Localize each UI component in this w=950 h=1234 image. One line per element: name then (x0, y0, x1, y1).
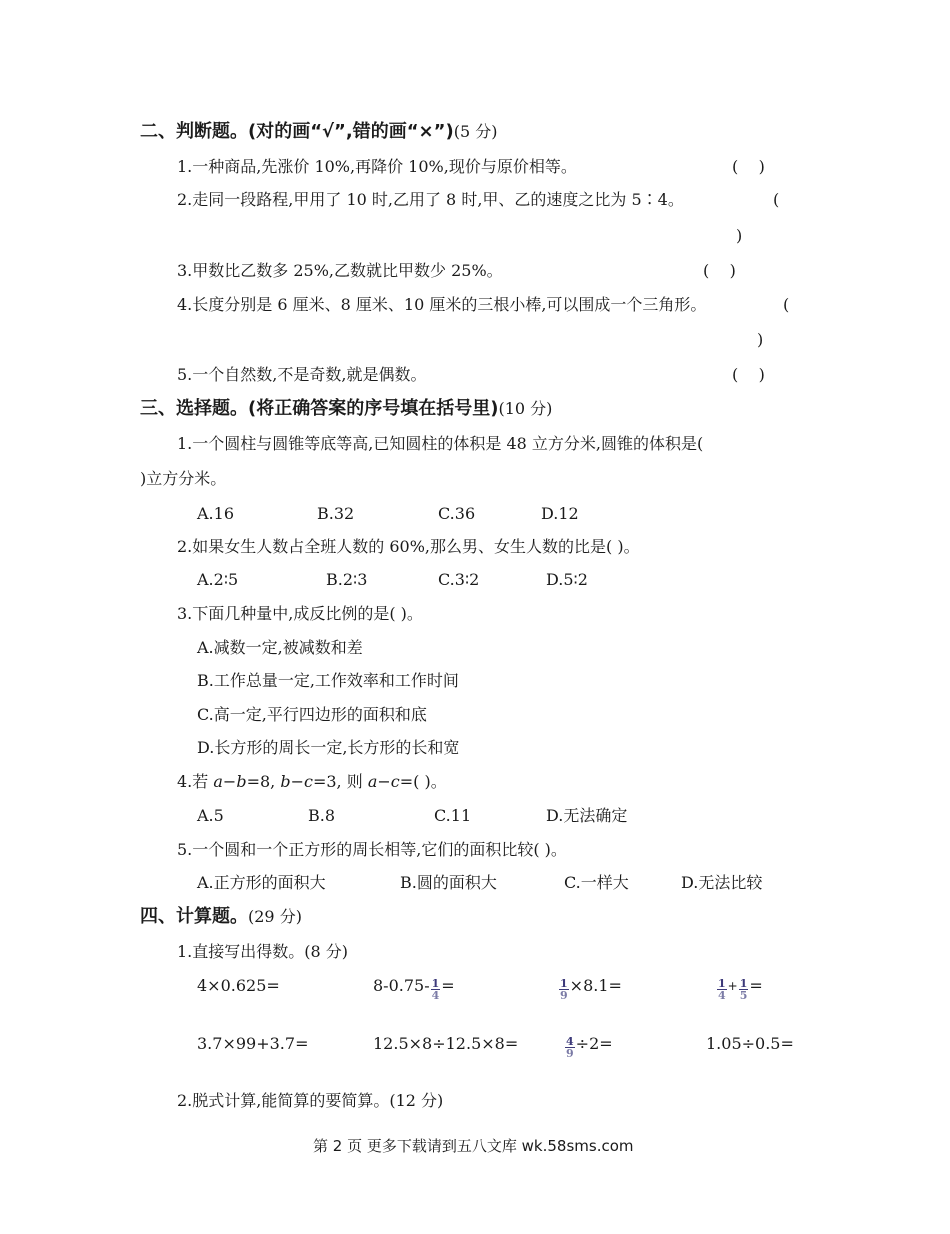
choice-q2-option-b[interactable]: B.2∶3 (326, 570, 368, 589)
choice-q3: 3.下面几种量中,成反比例的是( )。 (177, 604, 423, 623)
choice-q1-option-b[interactable]: B.32 (317, 504, 355, 523)
fraction-denominator: 4 (718, 988, 726, 1002)
calc-2 (373, 975, 455, 1002)
fraction-numerator: 4 (566, 1034, 574, 1048)
judge-item-5-answer[interactable]: ( ) (732, 365, 765, 384)
fraction-numerator: 1 (431, 976, 440, 990)
section3-points: (10 分) (498, 399, 553, 418)
judge-item-4-answer-open[interactable]: ( (783, 295, 790, 314)
fraction (565, 1034, 575, 1060)
section3-heading (140, 397, 552, 421)
choice-q4-prefix: 4.若 (177, 772, 214, 791)
calc-sub1: 1.直接写出得数。(8 分) (177, 942, 349, 961)
choice-q3-option-c[interactable]: C.高一定,平行四边形的面积和底 (197, 705, 427, 724)
choice-q5: 5.一个圆和一个正方形的周长相等,它们的面积比较( )。 (177, 840, 567, 859)
calc-1: 4×0.625= (197, 976, 280, 995)
section2-title: 二、判断题。(对的画“√”,错的画“×”) (140, 121, 454, 142)
judge-item-2: 2.走同一段路程,甲用了 10 时,乙用了 8 时,甲、乙的速度之比为 5∶4。 (177, 190, 684, 209)
calc-sub2: 2.脱式计算,能简算的要简算。(12 分) (177, 1091, 444, 1110)
choice-q2-option-d[interactable]: D.5∶2 (546, 570, 588, 589)
calc-3-expr: ×8.1= (569, 976, 622, 995)
choice-q4-option-a[interactable]: A.5 (197, 806, 224, 825)
footer-site-link[interactable]: wk.58sms.com (521, 1137, 634, 1155)
choice-q4 (177, 771, 447, 793)
section4-points: (29 分) (248, 907, 302, 926)
choice-q5-option-b[interactable]: B.圆的面积大 (400, 873, 497, 892)
choice-q1-option-c[interactable]: C.36 (438, 504, 476, 523)
judge-item-2-answer-open[interactable]: ( (773, 190, 780, 209)
choice-q4-option-c[interactable]: C.11 (434, 806, 472, 825)
choice-q3-option-b[interactable]: B.工作总量一定,工作效率和工作时间 (197, 671, 459, 690)
var-b: b (280, 772, 291, 791)
minus-sign: − (290, 772, 304, 791)
section3-title: 三、选择题。(将正确答案的序号填在括号里) (140, 398, 499, 419)
calc-7 (564, 1033, 613, 1060)
judge-item-1-answer[interactable]: ( ) (732, 157, 765, 176)
fraction-numerator: 1 (560, 976, 568, 990)
choice-q2: 2.如果女生人数占全班人数的 60%,那么男、女生人数的比是( )。 (177, 537, 640, 556)
choice-q4-option-b[interactable]: B.8 (308, 806, 336, 825)
calc-3 (558, 975, 622, 1002)
judge-item-3: 3.甲数比乙数多 25%,乙数就比甲数少 25%。 (177, 261, 503, 280)
judge-item-4: 4.长度分别是 6 厘米、8 厘米、10 厘米的三根小棒,可以围成一个三角形。 (177, 295, 707, 314)
choice-q1-option-d[interactable]: D.12 (541, 504, 579, 523)
judge-item-4-answer-close[interactable]: ) (757, 330, 764, 349)
fraction-denominator: 9 (560, 988, 568, 1002)
choice-q2-option-a[interactable]: A.2∶5 (197, 570, 239, 589)
fraction (717, 976, 727, 1002)
choice-q3-option-d[interactable]: D.长方形的周长一定,长方形的长和宽 (197, 738, 460, 757)
plus-sign: + (727, 979, 738, 993)
fraction-numerator: 1 (739, 976, 748, 990)
calc-5: 3.7×99+3.7= (197, 1034, 309, 1053)
footer-text: 页 更多下载请到五八文库 (342, 1137, 522, 1155)
choice-q4-suffix: =( )。 (399, 772, 447, 791)
calc-6: 12.5×8÷12.5×8= (373, 1034, 519, 1053)
minus-sign: − (222, 772, 237, 791)
equals-8: =8, (246, 772, 281, 791)
page-footer (313, 1136, 634, 1156)
section4-heading (140, 905, 302, 929)
choice-q5-option-c[interactable]: C.一样大 (564, 873, 629, 892)
calc-8: 1.05÷0.5= (706, 1034, 794, 1053)
judge-item-3-answer[interactable]: ( ) (703, 261, 736, 280)
var-a: a (367, 772, 378, 791)
footer-prefix: 第 (313, 1137, 333, 1155)
page-number: 2 (332, 1137, 343, 1155)
var-c: c (303, 772, 313, 791)
var-a: a (213, 772, 223, 791)
choice-q4-option-d[interactable]: D.无法确定 (546, 806, 628, 825)
choice-q3-option-a[interactable]: A.减数一定,被减数和差 (197, 638, 363, 657)
fraction (559, 976, 569, 1002)
minus-sign: − (377, 772, 391, 791)
calc-7-expr: ÷2= (575, 1034, 613, 1053)
equals-sign: = (749, 976, 763, 995)
choice-q2-option-c[interactable]: C.3∶2 (438, 570, 480, 589)
calc-4 (716, 975, 763, 1002)
choice-q5-option-a[interactable]: A.正方形的面积大 (197, 873, 326, 892)
judge-item-2-answer-close[interactable]: ) (736, 226, 743, 245)
fraction-denominator: 4 (431, 988, 440, 1002)
fraction (431, 976, 441, 1002)
calc-2-expr: 8-0.75- (373, 976, 430, 995)
fraction (739, 976, 749, 1002)
choice-q1-line1: 1.一个圆柱与圆锥等底等高,已知圆柱的体积是 48 立方分米,圆锥的体积是( (177, 434, 704, 453)
var-b: b (236, 772, 247, 791)
choice-q5-option-d[interactable]: D.无法比较 (681, 873, 763, 892)
section4-title: 四、计算题。 (140, 906, 248, 927)
fraction-numerator: 1 (718, 976, 726, 990)
section2-heading (140, 120, 497, 144)
fraction-denominator: 5 (739, 988, 748, 1002)
fraction-denominator: 9 (566, 1046, 574, 1060)
judge-item-1: 1.一种商品,先涨价 10%,再降价 10%,现价与原价相等。 (177, 157, 577, 176)
choice-q1-option-a[interactable]: A.16 (197, 504, 234, 523)
choice-q1-line2: )立方分米。 (140, 469, 227, 488)
var-c: c (390, 772, 400, 791)
section2-points: (5 分) (453, 122, 498, 141)
judge-item-5: 5.一个自然数,不是奇数,就是偶数。 (177, 365, 427, 384)
equals-sign: = (441, 976, 455, 995)
equals-3: =3, 则 (312, 772, 368, 791)
